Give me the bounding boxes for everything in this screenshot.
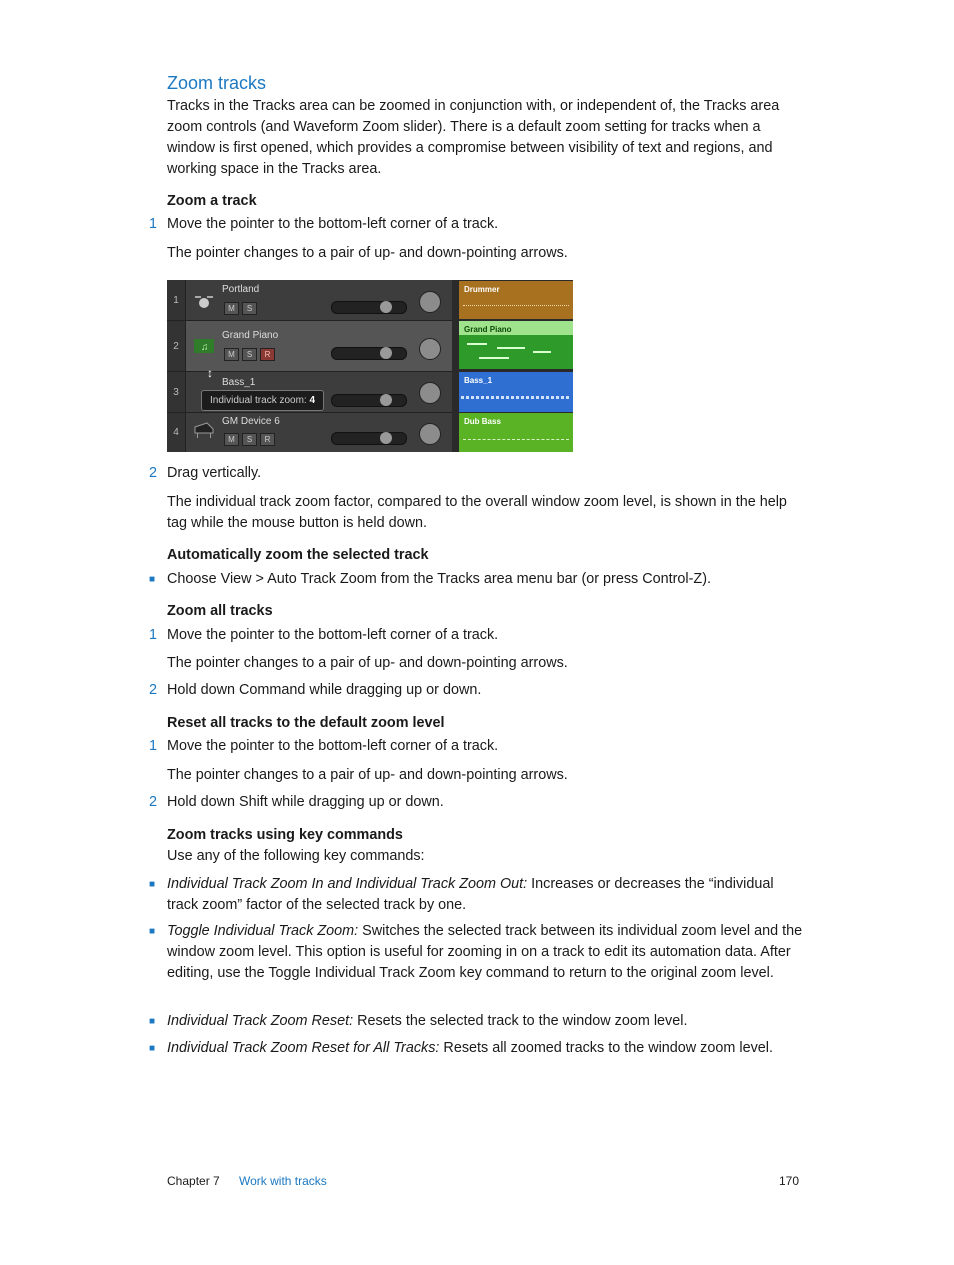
mute-button[interactable]: M bbox=[224, 302, 239, 315]
track-number: 4 bbox=[167, 413, 186, 452]
track-name: Grand Piano bbox=[222, 330, 279, 341]
step-number: 1 bbox=[149, 627, 158, 643]
zoom-help-tag: Individual track zoom: 4 bbox=[201, 390, 324, 411]
volume-slider[interactable] bbox=[331, 301, 407, 314]
track-header-1 bbox=[167, 280, 452, 321]
step-note: The pointer changes to a pair of up- and down-pointing arrows. bbox=[167, 767, 568, 783]
volume-slider[interactable] bbox=[331, 432, 407, 445]
step-number: 1 bbox=[149, 216, 158, 232]
pan-knob[interactable] bbox=[419, 291, 441, 313]
bullet-icon bbox=[149, 874, 157, 882]
intro-paragraph: Tracks in the Tracks area can be zoomed in conjunction with, or independent of, the Tracks area zoom controls (and Waveform Zoom slider). There is a default zoom setting for tracks when a window is first opened, which provides a compromise between visibility of text and regions, and working space in the Tracks area. bbox=[167, 98, 780, 177]
lead-text: Use any of the following key commands: bbox=[167, 848, 425, 864]
solo-button[interactable]: S bbox=[242, 433, 257, 446]
page-number: 170 bbox=[779, 1174, 800, 1188]
region-drummer[interactable]: Drummer bbox=[459, 281, 573, 319]
step-note: The pointer changes to a pair of up- and down-pointing arrows. bbox=[167, 245, 568, 261]
step-number: 2 bbox=[149, 465, 158, 481]
svg-text:♫: ♫ bbox=[201, 342, 209, 353]
step-number: 2 bbox=[149, 794, 158, 810]
keyboard-icon bbox=[193, 337, 215, 355]
region-dub-bass[interactable]: Dub Bass bbox=[459, 413, 573, 452]
pan-knob[interactable] bbox=[419, 382, 441, 404]
step-note: The pointer changes to a pair of up- and down-pointing arrows. bbox=[167, 655, 568, 671]
bullet-icon bbox=[149, 1011, 157, 1019]
track-header-4 bbox=[167, 413, 452, 452]
solo-button[interactable]: S bbox=[242, 348, 257, 361]
footer-chapter-link[interactable]: Work with tracks bbox=[239, 1174, 327, 1188]
subheading-zoom-all: Zoom all tracks bbox=[167, 603, 273, 619]
track-number: 3 bbox=[167, 372, 186, 412]
step-number: 2 bbox=[149, 682, 158, 698]
track-number: 1 bbox=[167, 280, 186, 320]
bullet-text: Toggle Individual Track Zoom: Switches the selected track between its individual zoom level and the window zoom level. This option is useful for zooming in on a track to edit its automation data. After editing, use the Toggle Individual Track Zoom key command to return to the original zoom level. bbox=[167, 923, 803, 981]
step-text: Drag vertically. bbox=[167, 465, 262, 481]
subheading-key-commands: Zoom tracks using key commands bbox=[167, 827, 403, 843]
footer-chapter: Chapter 7 bbox=[167, 1174, 220, 1188]
step-note: The individual track zoom factor, compared to the overall window zoom level, is shown in the help tag while the mouse button is held down. bbox=[167, 494, 787, 531]
section-heading: Zoom tracks bbox=[167, 73, 267, 93]
track-header-2 bbox=[167, 321, 452, 372]
grand-piano-icon bbox=[193, 421, 215, 439]
bullet-text: Individual Track Zoom Reset for All Tracks: Resets all zoomed tracks to the window zoom level. bbox=[167, 1040, 773, 1056]
record-button[interactable]: R bbox=[260, 348, 275, 361]
subheading-reset: Reset all tracks to the default zoom level bbox=[167, 715, 445, 731]
subheading-zoom-a-track: Zoom a track bbox=[167, 193, 257, 209]
bullet-icon bbox=[149, 1038, 157, 1046]
step-text: Hold down Shift while dragging up or down. bbox=[167, 794, 444, 810]
region-grand-piano[interactable]: Grand Piano bbox=[459, 321, 573, 369]
bullet-text: Individual Track Zoom In and Individual Track Zoom Out: Increases or decreases the “individual track zoom” factor of the selected track by one. bbox=[167, 876, 774, 913]
mute-button[interactable]: M bbox=[224, 433, 239, 446]
record-button[interactable]: R bbox=[260, 433, 275, 446]
step-text: Move the pointer to the bottom-left corner of a track. bbox=[167, 216, 499, 232]
step-number: 1 bbox=[149, 738, 158, 754]
step-text: Move the pointer to the bottom-left corner of a track. bbox=[167, 738, 499, 754]
track-name: Bass_1 bbox=[222, 377, 256, 388]
volume-slider[interactable] bbox=[331, 347, 407, 360]
bullet-text: Choose View > Auto Track Zoom from the Tracks area menu bar (or press Control-Z). bbox=[167, 571, 711, 587]
step-text: Hold down Command while dragging up or down. bbox=[167, 682, 482, 698]
bullet-icon bbox=[149, 921, 157, 929]
drum-kit-icon bbox=[193, 292, 215, 310]
track-name: Portland bbox=[222, 284, 260, 295]
subheading-auto-zoom: Automatically zoom the selected track bbox=[167, 547, 429, 563]
track-name: GM Device 6 bbox=[222, 416, 280, 427]
track-number: 2 bbox=[167, 321, 186, 371]
pan-knob[interactable] bbox=[419, 423, 441, 445]
region-bass[interactable]: Bass_1 bbox=[459, 372, 573, 412]
bullet-text: Individual Track Zoom Reset: Resets the selected track to the window zoom level. bbox=[167, 1013, 688, 1029]
resize-pointer-icon: ↕ bbox=[207, 366, 213, 380]
volume-slider[interactable] bbox=[331, 394, 407, 407]
bullet-icon bbox=[149, 569, 157, 577]
mute-button[interactable]: M bbox=[224, 348, 239, 361]
step-text: Move the pointer to the bottom-left corner of a track. bbox=[167, 627, 499, 643]
tracks-area-screenshot bbox=[167, 280, 573, 452]
pan-knob[interactable] bbox=[419, 338, 441, 360]
solo-button[interactable]: S bbox=[242, 302, 257, 315]
